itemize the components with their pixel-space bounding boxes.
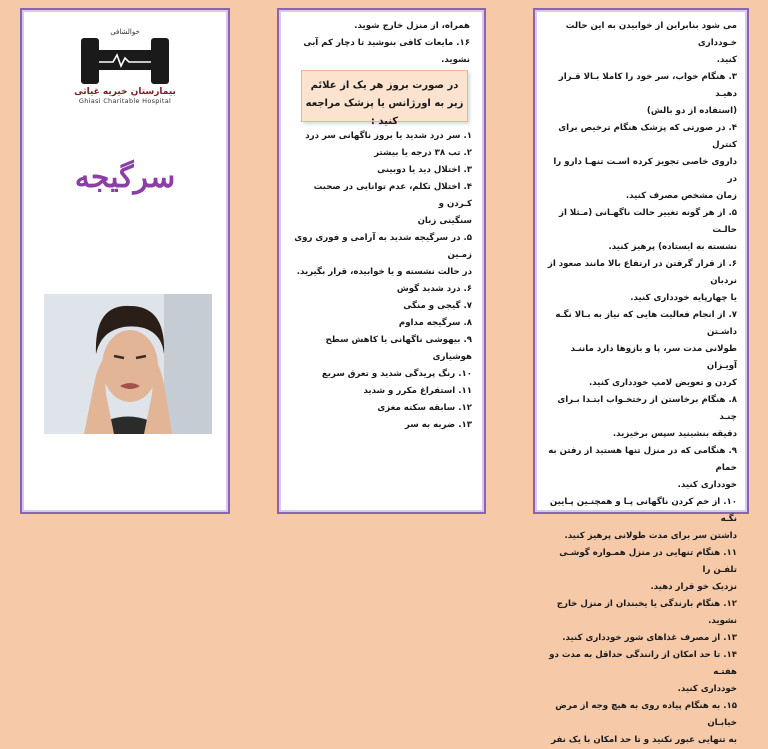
list-item: کردن و تعویض لامپ خودداری کنید. xyxy=(588,378,737,388)
list-item: زمان مشخص مصرف کنید. xyxy=(625,191,737,201)
intro-line: ۱۶. مایعات کافی بنوشید تا دچار کم آبی نشوید. xyxy=(303,38,470,65)
list-item: ۱. سر درد شدید یا بروز ناگهانی سر درد xyxy=(305,131,472,141)
logo-mark-icon xyxy=(75,38,175,84)
list-item: ۱۱. هنگام تنهایی در منزل همـواره گوشـی تلفـن را xyxy=(559,548,737,575)
emergency-callout: در صورت بروز هر یک از علائم زیر به اورژانس یا پزشک مراجعه کنید : xyxy=(301,70,468,122)
logo-name-fa: بیمارستان خیریه غیاثی xyxy=(74,87,176,97)
list-item: ۶. از قرار گرفتن در ارتفاع بالا مانند صعود از نردبان xyxy=(547,259,737,286)
list-item: (استفاده از دو بالش) xyxy=(646,106,737,116)
list-item: داشتن سر برای مدت طولانی پرهیز کنید. xyxy=(564,531,737,541)
list-item: طولانی مدت سر، پا و بازوها دارد ماننـد آویـزان xyxy=(570,344,737,371)
middle-panel xyxy=(277,8,486,514)
list-item: ۱۵. به هنگام پیاده روی به هیچ وجه از مرض خیابـان xyxy=(555,701,737,728)
list-item: خودداری کنید. xyxy=(677,684,737,694)
list-item: ۱۲. سابقه سکته مغزی xyxy=(377,403,472,413)
list-item: نشسته به ایستاده) پرهیز کنید. xyxy=(608,242,737,252)
list-item: نزدیک خو قرار دهید. xyxy=(650,582,737,592)
headache-woman-photo xyxy=(44,294,212,434)
list-item: ۴. اختلال تکلم، عدم توانایی در صحبت کـردن و xyxy=(313,182,472,209)
middle-intro xyxy=(289,18,470,69)
list-item: ۶. درد شدید گوش xyxy=(396,284,472,294)
list-item: ۱۰. از خم کردن ناگهانی پـا و همچنـین پـایین نگـه xyxy=(549,497,737,524)
list-item: ۸. سرگیجه مداوم xyxy=(398,318,472,328)
logo-name-en: Ghiasi Charitable Hospital xyxy=(78,97,172,105)
list-item: ۱۴. تا حد امکان از رانندگی حداقل به مدت دو هفتـه xyxy=(549,650,737,677)
list-item: داروی خاصی تجویز کرده اسـت تنهـا دارو را در xyxy=(553,157,737,184)
list-item: در حالت نشسته و یا خوابیده، قرار بگیرید. xyxy=(296,267,472,277)
right-panel xyxy=(533,8,749,745)
list-item: ۹. هنگامی که در منزل تنها هستید از رفتن به حمام xyxy=(548,446,737,473)
list-item: کنید. xyxy=(716,55,737,65)
list-item: ۷. از انجام فعالیت هایی که نیاز به بـالا نگـه داشـتن xyxy=(555,310,737,337)
list-item: خودداری کنید. xyxy=(677,480,737,490)
list-item: ۴. در صورتی که پزشک هنگام ترخیص برای کنترل xyxy=(558,123,737,150)
list-item: یا چهارپایه خودداری کنید. xyxy=(630,293,737,303)
care-instructions-list xyxy=(545,18,737,749)
list-item: ۵. در سرگیجه شدید به آرامی و فوری روی زمـین xyxy=(294,233,472,260)
intro-line: همراه، از منزل خارج شوید. xyxy=(354,21,470,31)
list-item: به تنهایی عبور نکنید و تا حد امکان با یک نفر xyxy=(551,735,737,745)
list-item: ۱۳. از مصرف غذاهای شور خودداری کنید. xyxy=(562,633,737,643)
list-item: ۷. گیجی و منگی xyxy=(403,301,472,311)
list-item: ۱۱. استفراغ مکرر و شدید xyxy=(363,386,472,396)
brochure-title: سرگیجه xyxy=(74,160,176,195)
list-item: دقیقه بنشینید سپس برخیزید. xyxy=(612,429,737,439)
list-item: سنگینی زبان xyxy=(417,216,472,226)
list-item: ۱۲. هنگام بارندگی یا یخبندان از منزل خارج نشوید. xyxy=(556,599,737,626)
list-item: می شود بنابراین از خوابیدن به این حالت خـودداری xyxy=(565,21,737,48)
emergency-symptom-list xyxy=(289,128,472,434)
list-item: ۲. تب ۳۸ درجه یا بیشتر xyxy=(374,148,472,158)
left-panel xyxy=(20,8,230,514)
list-item: ۳. اختلال دید یا دوبینی xyxy=(377,165,472,175)
list-item: ۸. هنگام برخاستن از رختخـواب ابتـدا بـرای چنـد xyxy=(557,395,737,422)
logo-top-text: خوالشافی xyxy=(110,28,140,36)
list-item: ۵. از هر گونه تغییر حالت ناگهـانی (مـثلا از حالـت xyxy=(559,208,737,235)
list-item: ۱۰. رنگ پریدگی شدید و تعرق سریع xyxy=(321,369,472,379)
list-item: ۹. بیهوشی ناگهانی یا کاهش سطح هوشیاری xyxy=(325,335,472,362)
list-item: ۳. هنگام خواب، سر خود را کاملا بـالا قـرار دهیـد xyxy=(558,72,737,99)
hospital-logo xyxy=(22,28,228,105)
list-item: ۱۳. ضربه به سر xyxy=(404,420,472,430)
